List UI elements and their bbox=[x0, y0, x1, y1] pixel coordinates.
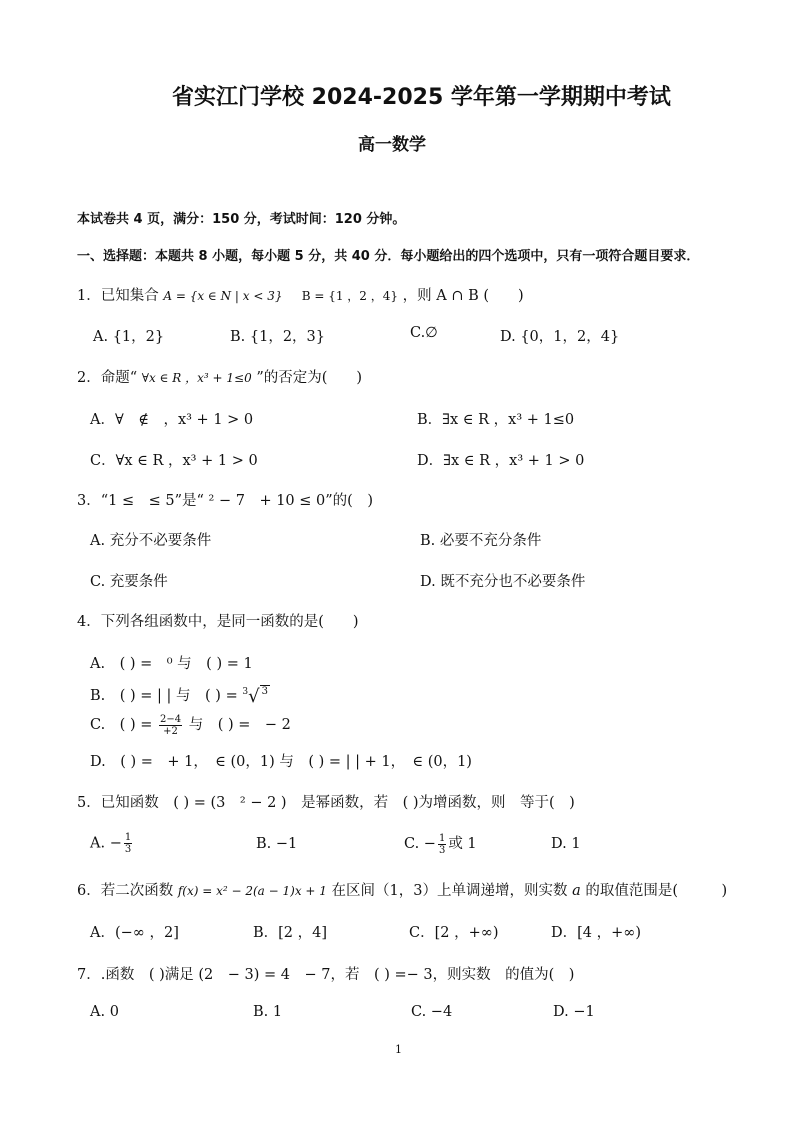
section-heading: 一、选择题：本题共 8 小题，每小题 5 分，共 40 分．每小题给出的四个选项中，只有一项符合题目要求． bbox=[77, 249, 700, 264]
question-5: 5．已知函数 ( ) = (3 ² − 2 ) 是幂函数，若 ( )为增函数，则 等于( ) bbox=[77, 795, 575, 811]
question-1 bbox=[77, 284, 524, 305]
q1-option-a: A. {1，2} bbox=[93, 329, 165, 345]
q4-root-body: 3 bbox=[261, 686, 268, 697]
fraction-denominator: 3 bbox=[124, 844, 132, 855]
q5-option-b: B. −1 bbox=[256, 836, 298, 852]
radical-icon: √ bbox=[248, 686, 260, 707]
question-2-math: ∀x ∈ R ，x³ + 1≤0 bbox=[141, 371, 252, 385]
fraction-numerator: 1 bbox=[124, 832, 132, 843]
q4-option-c bbox=[90, 713, 291, 737]
q5-option-a-fraction bbox=[124, 832, 132, 855]
q1-option-c: C.∅ bbox=[410, 325, 438, 341]
exam-title: 省实江门学校 2024-2025 学年第一学期期中考试 bbox=[172, 85, 671, 110]
q4-option-b bbox=[90, 684, 270, 707]
fraction-denominator: +2 bbox=[163, 725, 178, 737]
instructions: 本试卷共 4 页，满分：150 分，考试时间：120 分钟。 bbox=[77, 212, 406, 227]
q6-option-c: C．[2 ，+∞) bbox=[409, 925, 499, 941]
q4-option-c-fraction bbox=[159, 714, 182, 737]
q5-option-d: D. 1 bbox=[551, 836, 581, 852]
q5-option-c-tail: 或 1 bbox=[448, 836, 477, 852]
q6-option-a: A．(−∞ ，2] bbox=[90, 925, 179, 941]
q5-option-a bbox=[90, 832, 134, 855]
question-1-set-b: B = {1 ，2 ，4} bbox=[301, 289, 399, 303]
q2-option-b: B．∃x ∈ R ，x³ + 1≤0 bbox=[417, 412, 575, 428]
question-2 bbox=[77, 366, 362, 387]
question-6-variable: a bbox=[572, 883, 581, 899]
q2-option-c: C．∀x ∈ R ，x³ + 1 > 0 bbox=[90, 453, 258, 469]
question-3: 3．“1 ≤ ≤ 5”是“ ² − 7 + 10 ≤ 0”的( ) bbox=[77, 493, 373, 509]
q2-option-a: A．∀ ∉ ，x³ + 1 > 0 bbox=[90, 412, 254, 428]
q4-root-index: 3 bbox=[242, 687, 249, 698]
fraction-numerator: 2−4 bbox=[159, 713, 182, 725]
question-6-middle: 在区间（1，3）上单调递增，则实数 bbox=[331, 883, 568, 899]
exam-subtitle: 高一数学 bbox=[358, 135, 426, 155]
q2-option-d: D．∃x ∈ R ，x³ + 1 > 0 bbox=[417, 453, 585, 469]
q4-option-a: A. ( ) = ⁰ 与 ( ) = 1 bbox=[90, 656, 253, 672]
q5-option-c bbox=[404, 832, 477, 856]
q5-option-a-text: A. − bbox=[90, 835, 122, 852]
q3-option-c: C. 充要条件 bbox=[90, 574, 168, 590]
q3-option-b: B. 必要不充分条件 bbox=[420, 533, 542, 549]
q5-option-c-fraction bbox=[438, 833, 446, 856]
question-4: 4．下列各组函数中，是同一函数的是( ) bbox=[77, 614, 359, 630]
question-6-stem: 6．若二次函数 bbox=[77, 883, 174, 899]
q1-option-b: B. {1，2，3} bbox=[230, 329, 326, 345]
question-6-math: f(x) = x² − 2(a − 1)x + 1 bbox=[177, 884, 327, 898]
question-1-set-a: A = {x ∈ N | x < 3} bbox=[163, 289, 283, 303]
q7-option-d: D. −1 bbox=[553, 1004, 595, 1020]
q6-option-d: D．[4 ，+∞) bbox=[551, 925, 642, 941]
q3-option-a: A. 充分不必要条件 bbox=[90, 533, 212, 549]
fraction-denominator: 3 bbox=[438, 844, 446, 856]
q4-option-d: D. ( ) = + 1， ∈ (0，1) 与 ( ) = | | + 1， ∈ (0，1) bbox=[90, 754, 472, 770]
q4-option-c-text: C. ( ) = bbox=[90, 717, 153, 733]
q5-option-c-text: C. − bbox=[404, 836, 436, 852]
question-2-stem: 2．命题“ bbox=[77, 370, 138, 386]
q1-option-d: D. {0，1，2，4} bbox=[500, 329, 620, 345]
q3-option-d: D. 既不充分也不必要条件 bbox=[420, 574, 586, 590]
q7-option-c: C. −4 bbox=[411, 1004, 453, 1020]
question-6 bbox=[77, 879, 727, 900]
question-2-tail: ”的否定为( ) bbox=[256, 370, 363, 386]
question-1-tail: ，则 A ∩ B ( ) bbox=[402, 288, 524, 304]
q4-option-b-text: B. ( ) = | | 与 ( ) = bbox=[90, 688, 243, 704]
question-7: 7．.函数 ( )满足 (2 − 3) = 4 − 7，若 ( ) =− 3，则实数 的值为( ) bbox=[77, 967, 575, 983]
q4-option-c-tail: 与 ( ) = − 2 bbox=[188, 717, 291, 733]
q6-option-b: B．[2 ，4] bbox=[253, 925, 328, 941]
question-6-tail: 的取值范围是( ) bbox=[585, 883, 728, 899]
q7-option-a: A. 0 bbox=[90, 1004, 119, 1020]
question-1-stem: 1．已知集合 bbox=[77, 288, 159, 304]
q7-option-b: B. 1 bbox=[253, 1004, 283, 1020]
fraction-numerator: 1 bbox=[438, 832, 446, 844]
page-number: 1 bbox=[395, 1043, 402, 1056]
